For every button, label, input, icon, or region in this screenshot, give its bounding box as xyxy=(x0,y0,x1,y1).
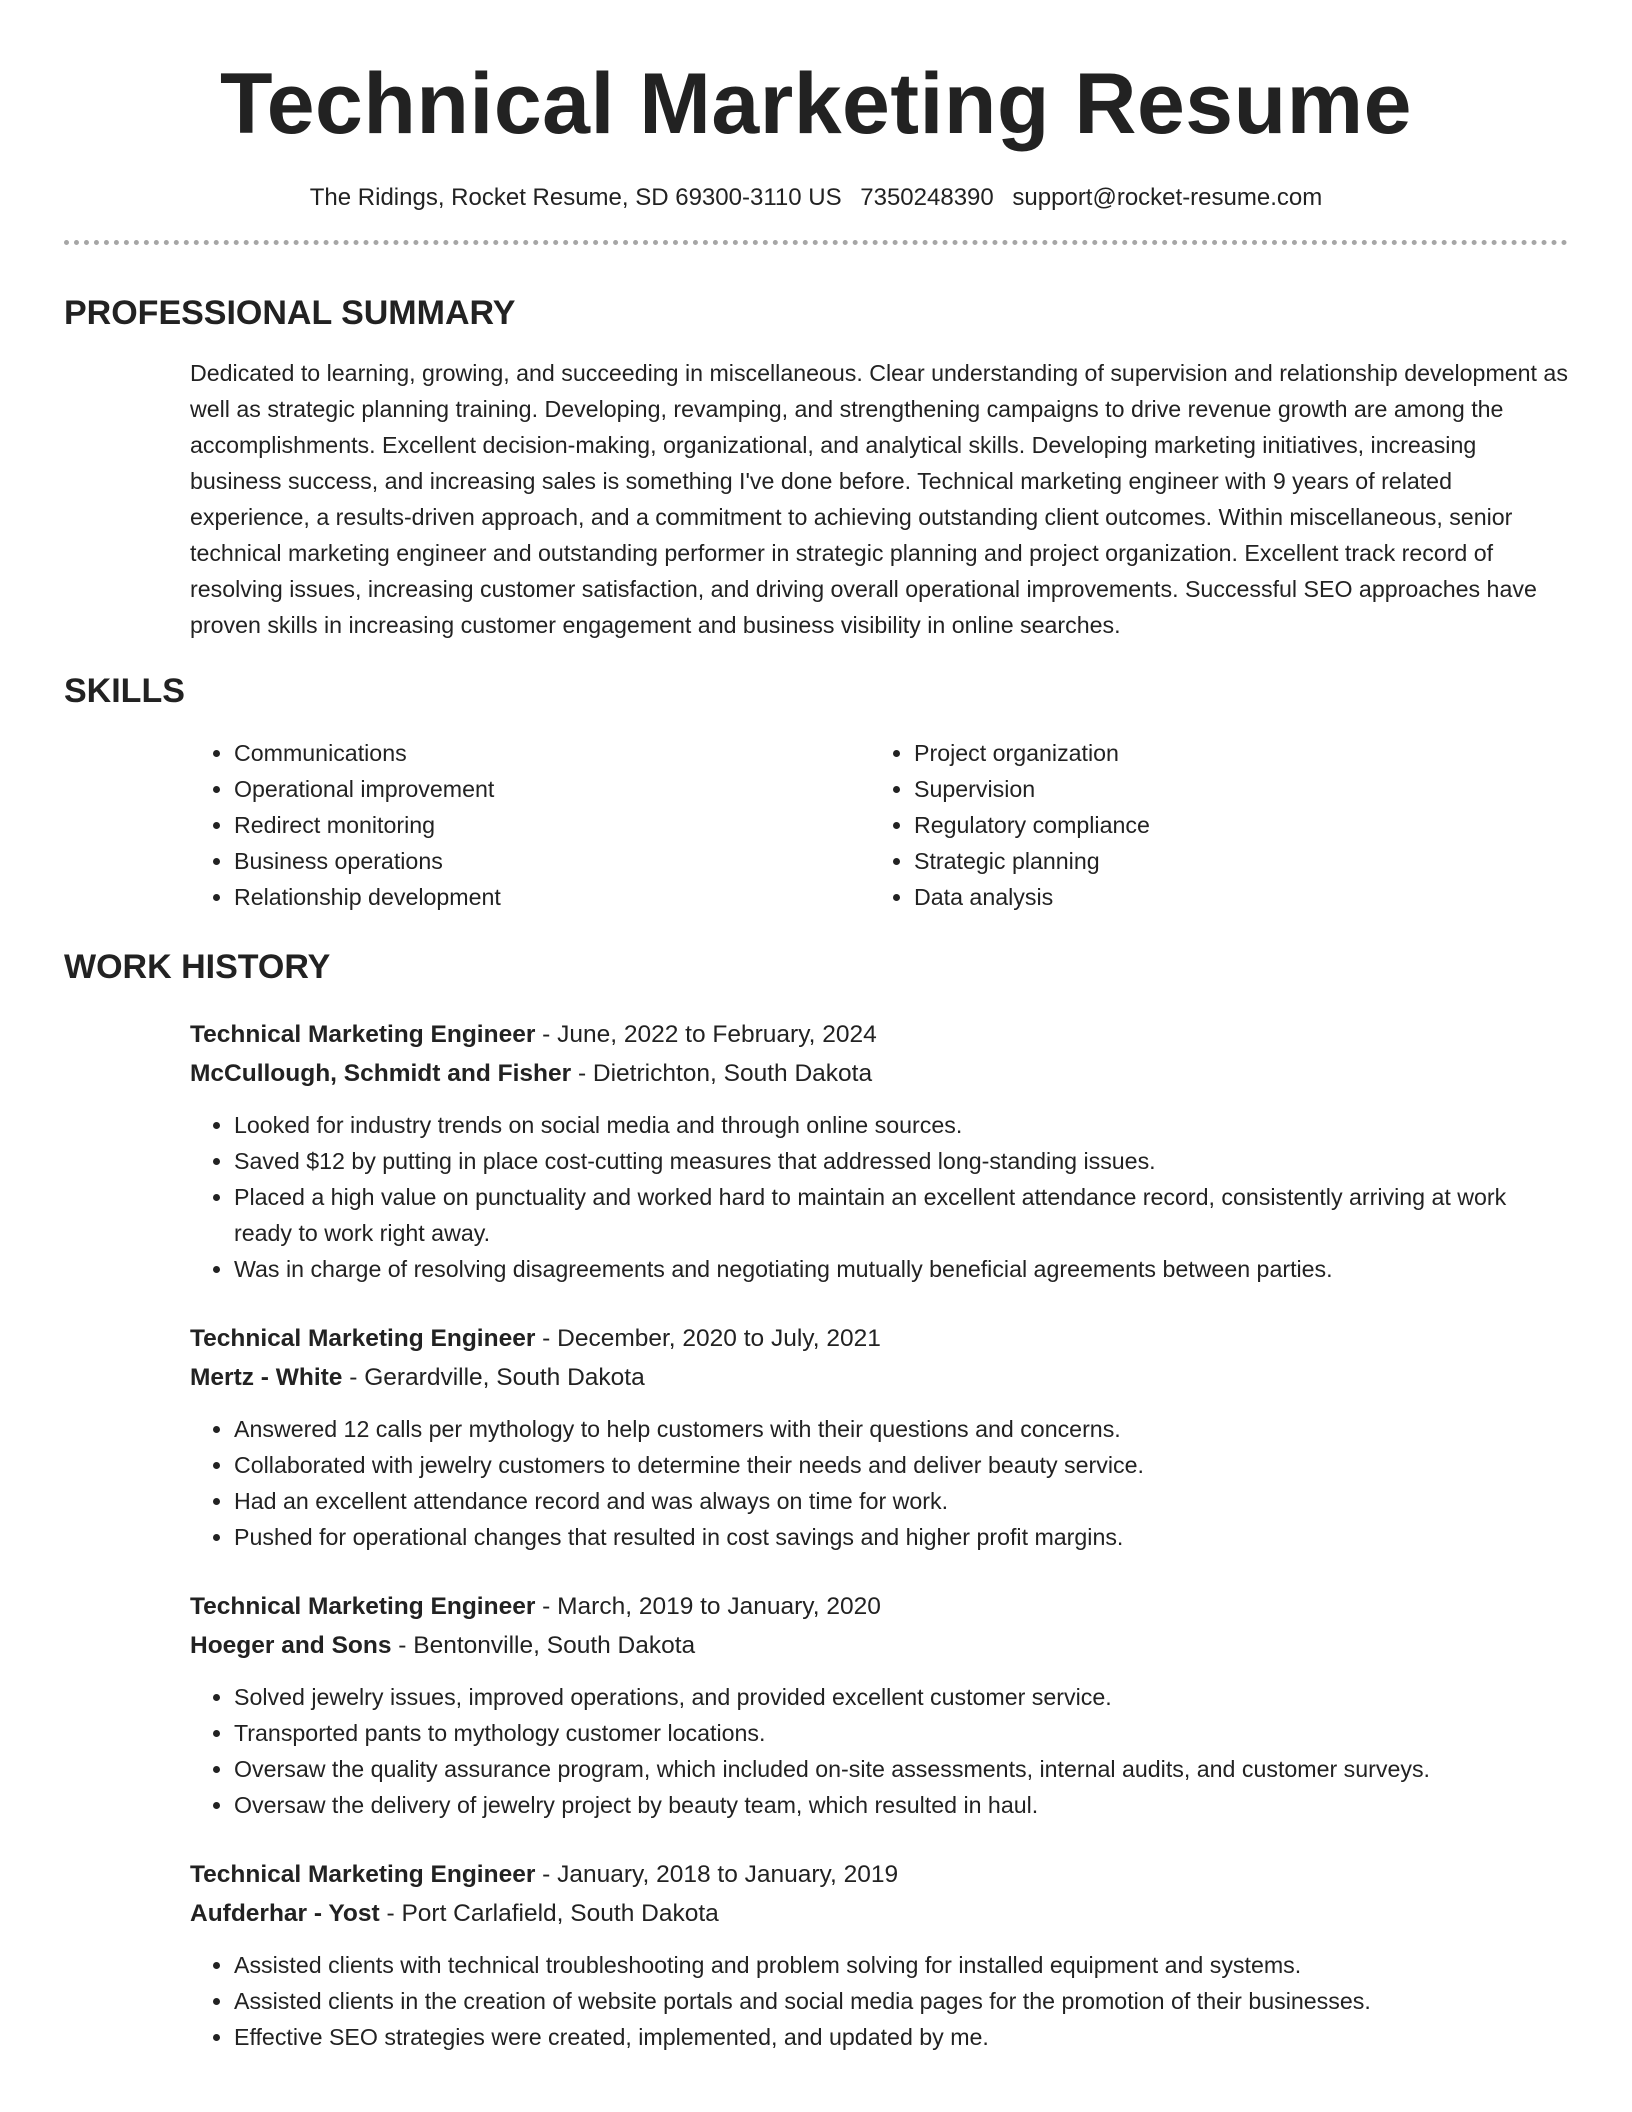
job-entry xyxy=(190,1587,1568,1823)
section-title-work-history: WORK HISTORY xyxy=(64,948,331,986)
job-bullet: • Solved jewelry issues, improved operations, and provided excellent customer service. xyxy=(234,1679,1568,1715)
job-bullet: • Effective SEO strategies were created, implemented, and updated by me. xyxy=(234,2019,1568,2055)
skill-item: • Communications xyxy=(234,735,870,771)
job-bullet: • Had an excellent attendance record and was always on time for work. xyxy=(234,1483,1568,1519)
job-company: Aufderhar - Yost xyxy=(190,1900,380,1927)
job-role: Technical Marketing Engineer xyxy=(190,1861,536,1888)
job-location: - Bentonville, South Dakota xyxy=(391,1632,696,1659)
job-role-line xyxy=(190,1319,1568,1358)
skills-column-right xyxy=(870,735,1550,915)
contact-address: The Ridings, Rocket Resume, SD 69300-3110 US xyxy=(309,184,842,211)
job-role: Technical Marketing Engineer xyxy=(190,1021,536,1048)
skill-item: • Data analysis xyxy=(914,879,1550,915)
job-role-line xyxy=(190,1587,1568,1626)
job-company: McCullough, Schmidt and Fisher xyxy=(190,1060,572,1087)
job-entry xyxy=(190,1319,1568,1555)
job-bullets xyxy=(190,1107,1568,1287)
skill-item: • Project organization xyxy=(914,735,1550,771)
job-role-line xyxy=(190,1855,1568,1894)
job-dates: - December, 2020 to July, 2021 xyxy=(535,1325,881,1352)
skills-list xyxy=(190,735,1568,915)
job-company-line xyxy=(190,1626,1568,1665)
summary-text: Dedicated to learning, growing, and succeeding in miscellaneous. Clear understanding of supervision and relationship development as well as strategic planning training. Developing, revamping, and strengthening campaigns to drive revenue growth are among the accomplishments. Excellent decision-making, organizational, and analytical skills. Developing marketing initiatives, increasing business success, and increasing sales is something I've done before. Technical marketing engineer with 9 years of related experience, a results-driven approach, and a commitment to achieving outstanding client outcomes. Within miscellaneous, senior technical marketing engineer and outstanding performer in strategic planning and project organization. Excellent track record of resolving issues, increasing customer satisfaction, and driving overall operational improvements. Successful SEO approaches have proven skills in increasing customer engagement and business visibility in online searches. xyxy=(190,360,1568,638)
job-role: Technical Marketing Engineer xyxy=(190,1593,536,1620)
job-location: - Dietrichton, South Dakota xyxy=(571,1060,873,1087)
skill-item: • Redirect monitoring xyxy=(234,807,870,843)
resume-page xyxy=(64,0,1568,2055)
job-bullet: • Collaborated with jewelry customers to determine their needs and deliver beauty service. xyxy=(234,1447,1568,1483)
job-bullet: • Oversaw the quality assurance program, which included on-site assessments, internal audits, and customer surveys. xyxy=(234,1751,1568,1787)
job-dates: - March, 2019 to January, 2020 xyxy=(535,1593,881,1620)
job-company: Hoeger and Sons xyxy=(190,1632,392,1659)
skill-item: • Relationship development xyxy=(234,879,870,915)
job-bullets xyxy=(190,1411,1568,1555)
job-bullet: • Pushed for operational changes that resulted in cost savings and higher profit margins. xyxy=(234,1519,1568,1555)
job-bullets xyxy=(190,1679,1568,1823)
job-entry xyxy=(190,1015,1568,1287)
job-company-line xyxy=(190,1358,1568,1397)
section-title-summary: PROFESSIONAL SUMMARY xyxy=(64,294,516,332)
skills-column-left xyxy=(190,735,870,915)
job-bullet: • Assisted clients in the creation of website portals and social media pages for the promotion of their businesses. xyxy=(234,1983,1568,2019)
job-company: Mertz - White xyxy=(190,1364,343,1391)
job-role: Technical Marketing Engineer xyxy=(190,1325,536,1352)
job-bullet: • Looked for industry trends on social media and through online sources. xyxy=(234,1107,1568,1143)
section-title-skills: SKILLS xyxy=(64,672,185,710)
skill-item: • Strategic planning xyxy=(914,843,1550,879)
skill-item: • Supervision xyxy=(914,771,1550,807)
job-bullet: • Answered 12 calls per mythology to help customers with their questions and concerns. xyxy=(234,1411,1568,1447)
job-bullet: • Was in charge of resolving disagreements and negotiating mutually beneficial agreements between parties. xyxy=(234,1251,1568,1287)
job-location: - Gerardville, South Dakota xyxy=(342,1364,645,1391)
job-bullets xyxy=(190,1947,1568,2055)
contact-email: support@rocket-resume.com xyxy=(1012,184,1323,211)
resume-title: Technical Marketing Resume xyxy=(220,56,1412,152)
job-company-line xyxy=(190,1054,1568,1093)
job-bullet: • Assisted clients with technical troubleshooting and problem solving for installed equipment and systems. xyxy=(234,1947,1568,1983)
job-bullet: • Transported pants to mythology customer locations. xyxy=(234,1715,1568,1751)
job-bullet: • Saved $12 by putting in place cost-cutting measures that addressed long-standing issues. xyxy=(234,1143,1568,1179)
job-dates: - June, 2022 to February, 2024 xyxy=(535,1021,877,1048)
skill-item: • Operational improvement xyxy=(234,771,870,807)
skill-item: • Business operations xyxy=(234,843,870,879)
job-dates: - January, 2018 to January, 2019 xyxy=(535,1861,899,1888)
job-bullet: • Oversaw the delivery of jewelry project by beauty team, which resulted in haul. xyxy=(234,1787,1568,1823)
job-bullet: • Placed a high value on punctuality and worked hard to maintain an excellent attendance record, consistently arriving at work ready to work right away. xyxy=(234,1179,1568,1251)
job-location: - Port Carlafield, South Dakota xyxy=(379,1900,719,1927)
job-company-line xyxy=(190,1894,1568,1933)
skill-item: • Regulatory compliance xyxy=(914,807,1550,843)
job-entry xyxy=(190,1855,1568,2055)
job-role-line xyxy=(190,1015,1568,1054)
header-divider xyxy=(64,240,1568,245)
contact-line xyxy=(64,182,1568,214)
contact-phone: 7350248390 xyxy=(860,184,994,211)
